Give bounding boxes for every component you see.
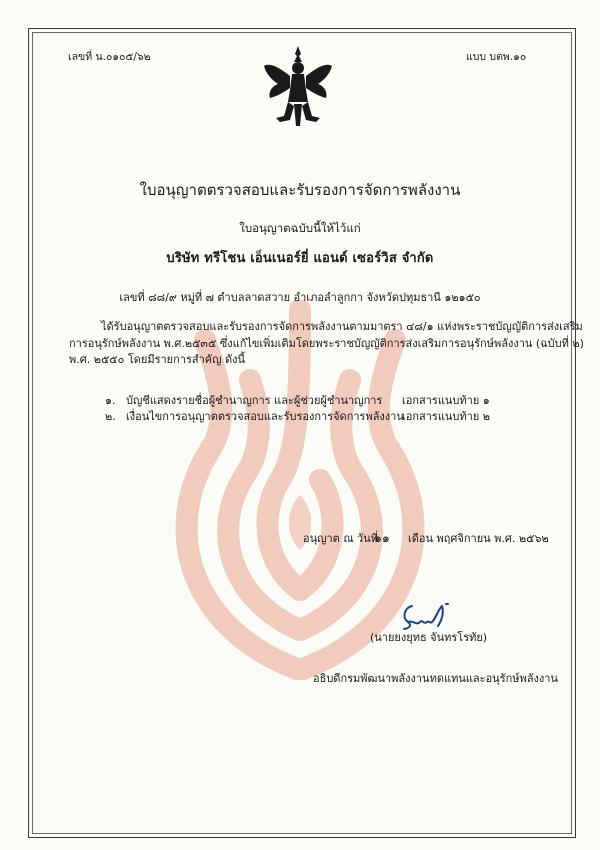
signatory-name: (นายยงยุทธ จันทรโรทัย) (370, 631, 488, 644)
list-item-attachment: เอกสารแนบท้าย ๒ (402, 410, 491, 423)
garuda-emblem-icon (262, 44, 334, 128)
list-item-text: เงื่อนไขการอนุญาตตรวจสอบและรับรองการจัดการพลังงาน (126, 410, 404, 423)
signatory-position: อธิบดีกรมพัฒนาพลังงานทดแทนและอนุรักษ์พลังงาน (313, 672, 558, 685)
form-code: แบบ บตพ.๑๐ (466, 51, 527, 63)
body-paragraph (69, 319, 584, 369)
list-item-text: บัญชีแสดงรายชื่อผู้ชำนาญการ และผู้ช่วยผู้ชำนาญการ (126, 394, 383, 407)
body-line: การอนุรักษ์พลังงาน พ.ศ.๒๕๓๕ ซึ่งแก้ไขเพิ่มเติมโดยพระราชบัญญัติการส่งเสริมการอนุรักษ์พลังงาน (ฉบับที่ ๒) (69, 336, 584, 350)
certificate-title: ใบอนุญาตตรวจสอบและรับรองการจัดการพลังงาน (139, 181, 461, 199)
list-item-attachment: เอกสารแนบท้าย ๑ (402, 394, 490, 407)
company-address: เลขที่ ๘๘/๙ หมู่ที่ ๗ ตำบลลาดสวาย อำเภอลำลูกกา จังหวัดปทุมธานี ๑๒๑๕๐ (119, 291, 481, 304)
date-day: ๑๑ (374, 530, 390, 545)
list-item-number: ๒. (105, 410, 116, 423)
date-month-year: เดือน พฤศจิกายน พ.ศ. ๒๕๖๒ (408, 532, 549, 545)
body-line: ได้รับอนุญาตตรวจสอบและรับรองการจัดการพลังงานตามมาตรา ๔๘/๑ แห่งพระราชบัญญัติการส่งเสริม (101, 320, 583, 333)
license-number: เลขที่ น.๐๑๐๕/๖๒ (68, 51, 151, 63)
list-item-number: ๑. (105, 394, 116, 407)
company-name: บริษัท ทรีโชน เอ็นเนอร์ยี่ แอนด์ เซอร์วิส จำกัด (166, 251, 434, 266)
body-line: พ.ศ. ๒๕๕๐ โดยมีรายการสำคัญ ดังนี้ (69, 353, 246, 366)
handwritten-signature-icon (398, 598, 460, 634)
issued-to-label: ใบอนุญาตฉบับนี้ให้ไว้แก่ (239, 221, 361, 235)
date-prefix: อนุญาต ณ วันที่ (303, 532, 378, 545)
